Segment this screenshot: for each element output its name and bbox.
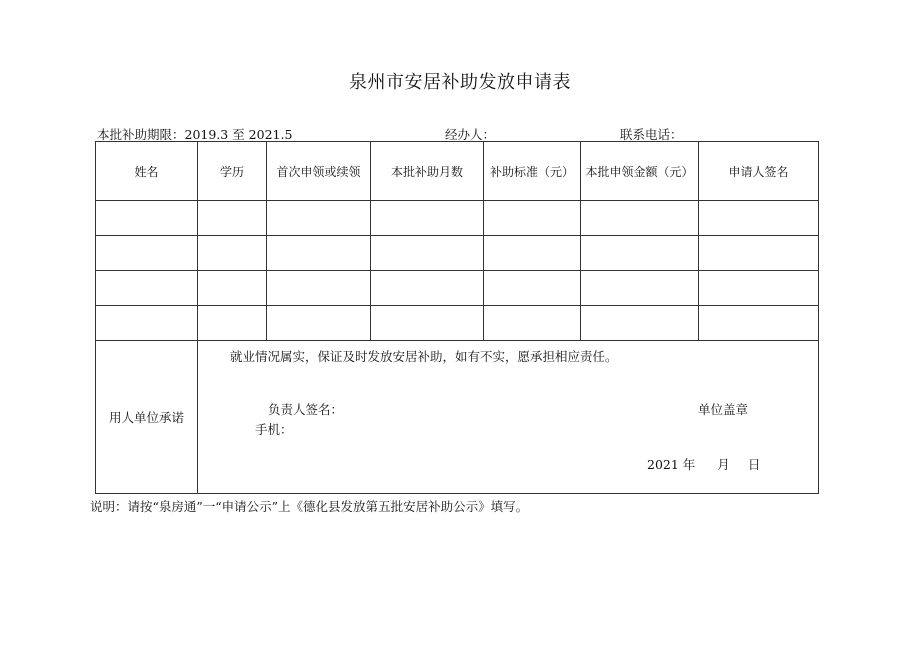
- header-amount: 本批申领金额（元）: [581, 142, 699, 201]
- date-day: 日: [747, 457, 761, 472]
- table-cell[interactable]: [96, 201, 198, 236]
- table-cell[interactable]: [267, 306, 371, 341]
- table-cell[interactable]: [198, 236, 267, 271]
- date-month: 月: [717, 457, 730, 472]
- table-cell[interactable]: [96, 306, 198, 341]
- table-cell[interactable]: [581, 271, 699, 306]
- table-header-row: [96, 142, 819, 201]
- table-row: [96, 271, 819, 306]
- date-year: 2021 年: [647, 457, 696, 472]
- table-cell[interactable]: [96, 271, 198, 306]
- table-row: [96, 201, 819, 236]
- instruction-note: 说明：请按“泉房通”一“申请公示”上《德化县发放第五批安居补助公示》填写。: [90, 499, 529, 514]
- table-cell[interactable]: [198, 271, 267, 306]
- table-cell[interactable]: [699, 306, 819, 341]
- header-first-or-renewal: 首次申领或续领: [267, 142, 371, 201]
- table-cell[interactable]: [699, 236, 819, 271]
- table-cell[interactable]: [581, 236, 699, 271]
- table-cell[interactable]: [484, 306, 581, 341]
- commitment-row: [96, 341, 819, 494]
- header-name: 姓名: [96, 142, 198, 201]
- commitment-section: [198, 341, 819, 494]
- table-cell[interactable]: [699, 271, 819, 306]
- table-cell[interactable]: [96, 236, 198, 271]
- table-cell[interactable]: [267, 236, 371, 271]
- table-cell[interactable]: [484, 271, 581, 306]
- table-cell[interactable]: [267, 271, 371, 306]
- table-cell[interactable]: [484, 236, 581, 271]
- header-education: 学历: [198, 142, 267, 201]
- table-cell[interactable]: [371, 236, 484, 271]
- header-months: 本批补助月数: [371, 142, 484, 201]
- table-cell[interactable]: [699, 201, 819, 236]
- table-cell[interactable]: [581, 201, 699, 236]
- table-cell[interactable]: [371, 201, 484, 236]
- date-line: [647, 455, 760, 473]
- signer-label: 负责人签名：: [268, 402, 344, 417]
- table-cell[interactable]: [484, 201, 581, 236]
- application-table: [95, 141, 819, 494]
- handler-label: 经办人：: [445, 127, 496, 142]
- table-cell[interactable]: [198, 201, 267, 236]
- page-title: 泉州市安居补助发放申请表: [349, 72, 571, 93]
- commitment-statement: 就业情况属实，保证及时发放安居补助，如有不实，愿承担相应责任。: [230, 349, 618, 364]
- phone-label: 联系电话：: [620, 127, 683, 142]
- batch-period: 本批补助期限：2019.3 至 2021.5: [97, 127, 293, 142]
- table-row: [96, 236, 819, 271]
- table-cell[interactable]: [581, 306, 699, 341]
- table-row: [96, 306, 819, 341]
- table-cell[interactable]: [267, 201, 371, 236]
- table-cell[interactable]: [371, 306, 484, 341]
- table-cell[interactable]: [198, 306, 267, 341]
- header-standard: 补助标准（元）: [484, 142, 581, 201]
- table-cell[interactable]: [371, 271, 484, 306]
- mobile-label: 手机：: [255, 422, 293, 437]
- unit-seal-label: 单位盖章: [698, 402, 749, 417]
- header-signature: 申请人签名: [699, 142, 819, 201]
- commitment-label: 用人单位承诺: [96, 341, 198, 494]
